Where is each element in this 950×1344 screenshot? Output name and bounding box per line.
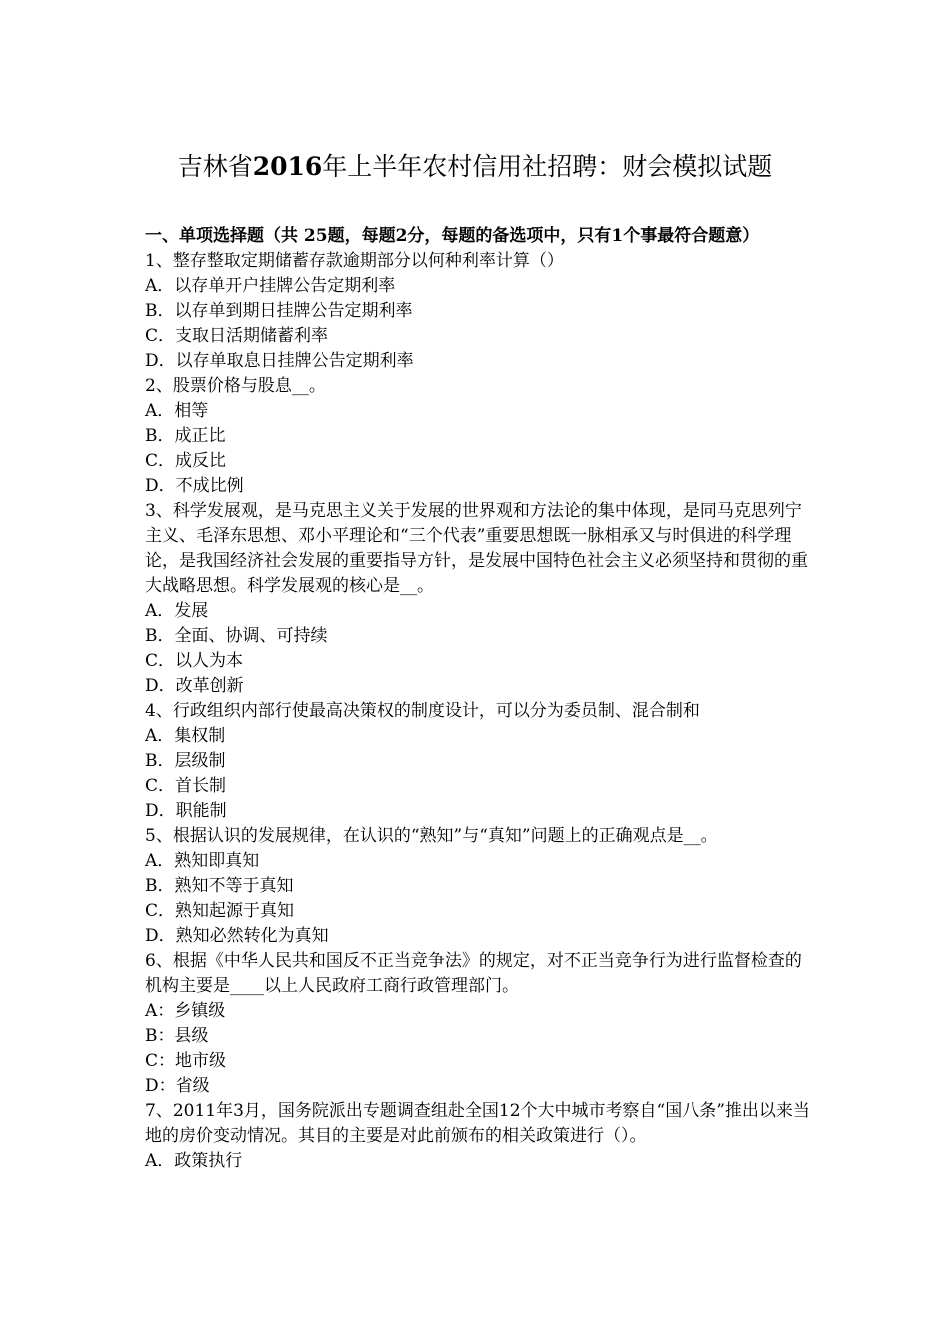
option-a: A．以存单开户挂牌公告定期利率 — [145, 276, 396, 296]
title-year: 2016 — [252, 152, 323, 181]
option-a: A．集权制 — [145, 726, 226, 746]
option-b: B：县级 — [145, 1026, 209, 1046]
option-d: D．改革创新 — [145, 676, 244, 696]
option-a: A．相等 — [145, 401, 209, 421]
option-b: B．成正比 — [145, 426, 226, 446]
option-c: C．支取日活期储蓄利率 — [145, 326, 329, 346]
option-b: B．全面、协调、可持续 — [145, 626, 328, 646]
option-b: B．层级制 — [145, 751, 226, 771]
title-rest: 年上半年农村信用社招聘：财会模拟试题 — [322, 152, 773, 181]
question-text: 3、科学发展观，是马克思主义关于发展的世界观和方法论的集中体现，是同马克思列宁主义、毛泽东思想、邓小平理论和“三个代表”重要思想既一脉相承又与时俱进的科学理论，是我国经济社会发展的重要指导方针，是发展中国特色社会主义必须坚持和贯彻的重大战略思想。科学发展观的核心是__。 — [145, 501, 808, 596]
document-title — [0, 150, 950, 184]
question-text: 2、股票价格与股息__。 — [145, 376, 326, 396]
option-b: B．以存单到期日挂牌公告定期利率 — [145, 301, 413, 321]
question-text: 7、2011年3月，国务院派出专题调查组赴全国12个大中城市考察自“国八条”推出以来当地的房价变动情况。其目的主要是对此前颁布的相关政策进行（）。 — [145, 1101, 810, 1146]
option-c: C．以人为本 — [145, 651, 244, 671]
question-7 — [145, 1099, 817, 1174]
option-c: C．首长制 — [145, 776, 227, 796]
option-c: C．熟知起源于真知 — [145, 901, 295, 921]
option-c: C：地市级 — [145, 1051, 227, 1071]
option-d: D．不成比例 — [145, 476, 244, 496]
option-d: D．熟知必然转化为真知 — [145, 926, 329, 946]
option-d: D：省级 — [145, 1076, 210, 1096]
option-d: D．以存单取息日挂牌公告定期利率 — [145, 351, 414, 371]
option-b: B．熟知不等于真知 — [145, 876, 294, 896]
question-1 — [145, 249, 817, 374]
question-6 — [145, 949, 817, 1099]
option-d: D．职能制 — [145, 801, 227, 821]
option-a: A：乡镇级 — [145, 1001, 226, 1021]
document-body — [145, 224, 817, 1174]
question-4 — [145, 699, 817, 824]
option-a: A．政策执行 — [145, 1151, 243, 1171]
question-2 — [145, 374, 817, 499]
question-text: 1、整存整取定期储蓄存款逾期部分以何种利率计算（） — [145, 251, 564, 271]
question-5 — [145, 824, 817, 949]
option-c: C．成反比 — [145, 451, 227, 471]
question-3 — [145, 499, 817, 699]
option-a: A．发展 — [145, 601, 209, 621]
question-text: 4、行政组织内部行使最高决策权的制度设计，可以分为委员制、混合制和 — [145, 701, 700, 721]
title-province: 吉林省 — [177, 152, 253, 181]
question-text: 6、根据《中华人民共和国反不正当竞争法》的规定，对不正当竞争行为进行监督检查的机构主要是____以上人民政府工商行政管理部门。 — [145, 951, 802, 996]
section-heading: 一、单项选择题（共 25题，每题2分，每题的备选项中，只有1个事最符合题意） — [145, 226, 760, 246]
option-a: A．熟知即真知 — [145, 851, 260, 871]
question-text: 5、根据认识的发展规律，在认识的“熟知”与“真知”问题上的正确观点是__。 — [145, 826, 718, 846]
